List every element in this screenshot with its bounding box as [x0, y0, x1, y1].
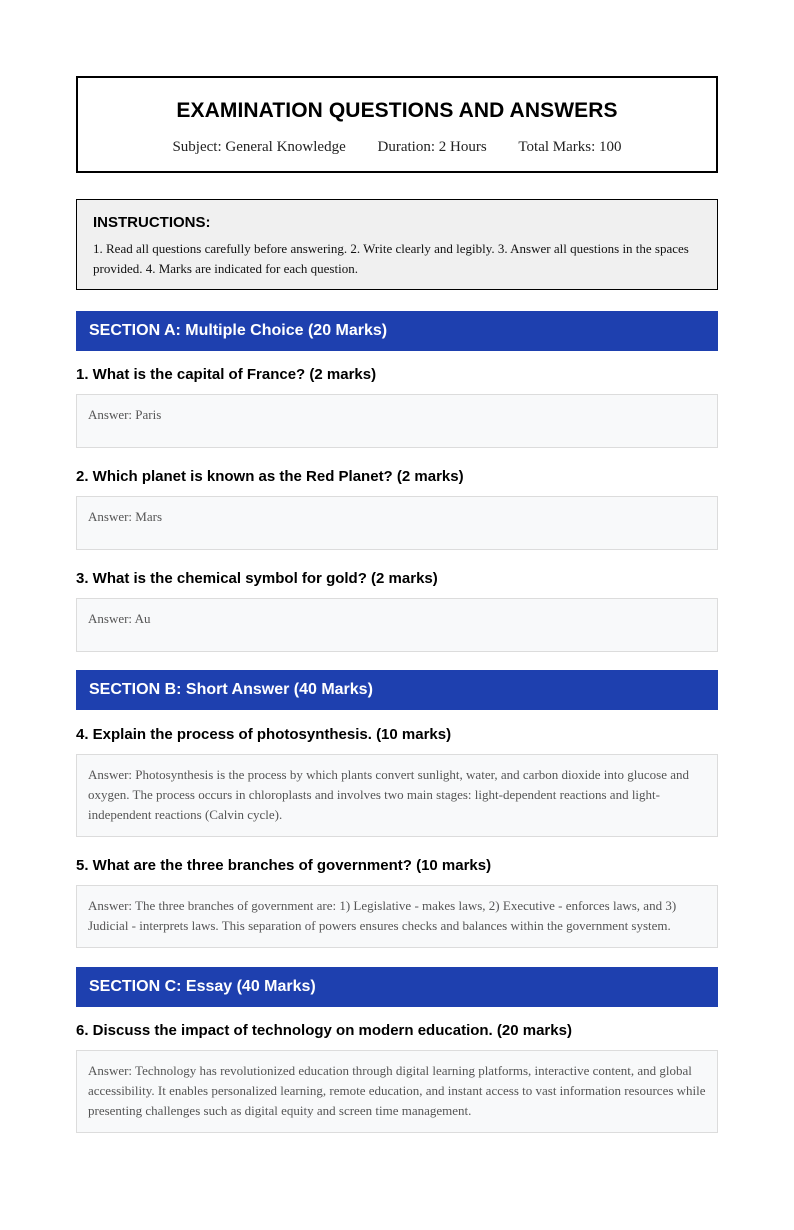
exam-meta [78, 138, 716, 156]
answer-2: Answer: Mars [76, 496, 718, 550]
answer-3: Answer: Au [76, 598, 718, 652]
section-c-heading: SECTION C: Essay (40 Marks) [76, 967, 718, 1007]
section-a-heading: SECTION A: Multiple Choice (20 Marks) [76, 311, 718, 351]
exam-page [76, 76, 718, 1133]
instructions-body: 1. Read all questions carefully before answering. 2. Write clearly and legibly. 3. Answer all questions in the spaces provided. 4. Marks are indicated for each question. [93, 241, 689, 276]
answer-1: Answer: Paris [76, 394, 718, 448]
total-marks-label: Total Marks: 100 [518, 139, 622, 155]
duration-label: Duration: 2 Hours [377, 139, 487, 155]
section-b-heading: SECTION B: Short Answer (40 Marks) [76, 670, 718, 710]
answer-6: Answer: Technology has revolutionized education through digital learning platforms, interactive content, and global accessibility. It enables personalized learning, remote education, and instant access to vast information resources while presenting challenges such as digital equity and screen time management. [76, 1050, 718, 1133]
question-6: 6. Discuss the impact of technology on modern education. (20 marks) [76, 1022, 572, 1039]
exam-title: EXAMINATION QUESTIONS AND ANSWERS [176, 99, 618, 122]
instructions-box [76, 199, 718, 290]
exam-header [76, 76, 718, 173]
question-5: 5. What are the three branches of government? (10 marks) [76, 857, 492, 874]
question-1: 1. What is the capital of France? (2 marks) [76, 366, 377, 383]
subject-label: Subject: General Knowledge [172, 139, 346, 155]
answer-4: Answer: Photosynthesis is the process by which plants convert sunlight, water, and carbon dioxide into glucose and oxygen. The process occurs in chloroplasts and involves two main stages: light-dependent reactions and light-independent reactions (Calvin cycle). [76, 754, 718, 837]
question-3: 3. What is the chemical symbol for gold? (2 marks) [76, 570, 438, 587]
answer-5: Answer: The three branches of government are: 1) Legislative - makes laws, 2) Executive - enforces laws, and 3) Judicial - interprets laws. This separation of powers ensures checks and balances within the government system. [76, 885, 718, 948]
instructions-title: INSTRUCTIONS: [93, 214, 211, 231]
question-4: 4. Explain the process of photosynthesis. (10 marks) [76, 726, 452, 743]
question-2: 2. Which planet is known as the Red Planet? (2 marks) [76, 468, 464, 485]
